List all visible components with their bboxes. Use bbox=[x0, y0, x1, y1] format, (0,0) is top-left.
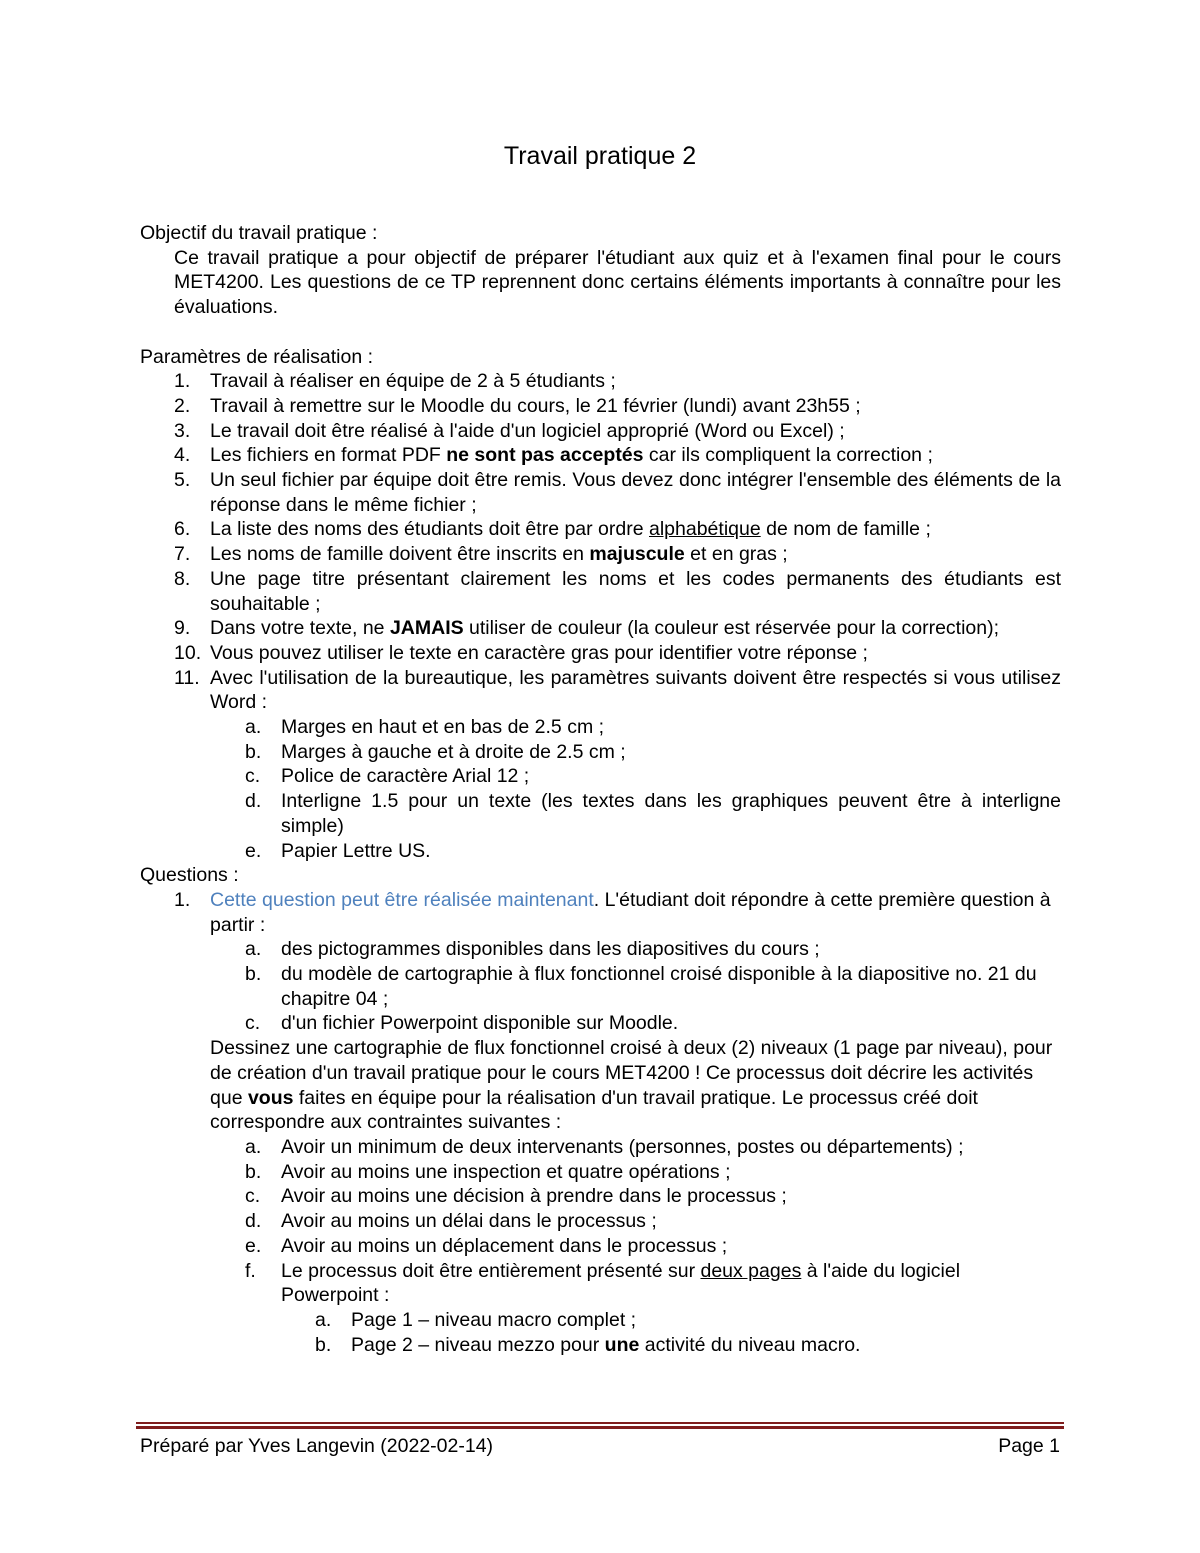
objective-heading: Objectif du travail pratique : bbox=[140, 222, 378, 244]
list-item: f. Le processus doit être entièrement présenté sur deux pages à l'aide du logiciel Powerpoint : a. Page 1 – niveau macro complet ; b. Page 2 – niveau mezzo pour une activité du niveau macro. bbox=[140, 1259, 1061, 1358]
word-settings-list bbox=[140, 715, 1061, 863]
questions-heading: Questions : bbox=[140, 864, 239, 887]
document-title: Travail pratique 2 bbox=[503, 142, 697, 170]
list-item: 7. Les noms de famille doivent être inscrits en majuscule et en gras ; bbox=[174, 543, 788, 566]
list-item: c. Avoir au moins une décision à prendre dans le processus ; bbox=[245, 1185, 787, 1208]
questions-list bbox=[140, 888, 1061, 1357]
objective-text: Ce travail pratique a pour objectif de préparer l'étudiant aux quiz et à l'examen final pour le cours MET4200. Les questions de ce TP reprennent donc certains éléments importants à connaître pour les évaluations. bbox=[174, 246, 1061, 319]
highlighted-note: Cette question peut être réalisée maintenant bbox=[210, 888, 594, 911]
list-item: b. Marges à gauche et à droite de 2.5 cm ; bbox=[245, 740, 626, 763]
list-item: 8. Une page titre présentant clairement les noms et les codes permanents des étudiants est souhaitable ; bbox=[174, 567, 1061, 615]
list-item: e. Papier Lettre US. bbox=[245, 839, 431, 862]
footer-page-number: Page 1 bbox=[998, 1435, 1060, 1457]
params-heading: Paramètres de réalisation : bbox=[140, 345, 374, 368]
list-item: 11. Avec l'utilisation de la bureautique, les paramètres suivants doivent être respectés si vous utilisez Word : a. Marges en haut et en bas de 2.5 cm ; b. Marges à gauche et à droite de 2.5 cm ; c. Police de caractère Arial 12 ; d. Interligne 1.5 pour un texte (les textes dans les graphiques peuvent être à interligne simple) e. Papier Lettre US. bbox=[140, 666, 1061, 864]
list-item: d. Avoir au moins un délai dans le processus ; bbox=[245, 1210, 657, 1233]
list-item: c. d'un fichier Powerpoint disponible sur Moodle. bbox=[245, 1012, 679, 1035]
list-item: a. Marges en haut et en bas de 2.5 cm ; bbox=[245, 716, 605, 739]
document-body bbox=[140, 221, 1061, 1357]
list-item: 1. Travail à réaliser en équipe de 2 à 5 étudiants ; bbox=[174, 370, 616, 393]
list-item: a. Page 1 – niveau macro complet ; bbox=[315, 1308, 637, 1331]
list-item: a. Avoir un minimum de deux intervenants (personnes, postes ou départements) ; bbox=[245, 1136, 964, 1158]
sources-list bbox=[140, 937, 1061, 1036]
footer-author: Préparé par Yves Langevin (2022-02-14) bbox=[140, 1435, 494, 1457]
list-item: b. Page 2 – niveau mezzo pour une activité du niveau macro. bbox=[315, 1333, 861, 1356]
list-item: 3. Le travail doit être réalisé à l'aide d'un logiciel approprié (Word ou Excel) ; bbox=[174, 419, 845, 442]
list-item: b. du modèle de cartographie à flux fonctionnel croisé disponible à la diapositive no. 21 du chapitre 04 ; bbox=[245, 963, 1037, 1010]
params-list bbox=[140, 369, 1061, 863]
pages-list bbox=[140, 1308, 1061, 1357]
list-item: 5. Un seul fichier par équipe doit être remis. Vous devez donc intégrer l'ensemble des éléments de la réponse dans le même fichier ; bbox=[174, 469, 1061, 516]
list-item: 4. Les fichiers en format PDF ne sont pas acceptés car ils compliquent la correction ; bbox=[174, 444, 933, 467]
list-item: 10. Vous pouvez utiliser le texte en caractère gras pour identifier votre réponse ; bbox=[174, 641, 868, 664]
list-item: e. Avoir au moins un déplacement dans le processus ; bbox=[245, 1234, 728, 1257]
list-item: d. Interligne 1.5 pour un texte (les textes dans les graphiques peuvent être à interligne simple) bbox=[245, 790, 1061, 837]
list-item: b. Avoir au moins une inspection et quatre opérations ; bbox=[245, 1160, 731, 1183]
list-item: 6. La liste des noms des étudiants doit être par ordre alphabétique de nom de famille ; bbox=[174, 518, 931, 541]
list-item: c. Police de caractère Arial 12 ; bbox=[245, 765, 530, 788]
list-item: 9. Dans votre texte, ne JAMAIS utiliser de couleur (la couleur est réservée pour la correction); bbox=[174, 617, 1000, 640]
list-item: 2. Travail à remettre sur le Moodle du cours, le 21 février (lundi) avant 23h55 ; bbox=[174, 394, 861, 417]
question-1: 1. Cette question peut être réalisée maintenant. L'étudiant doit répondre à cette première question à partir : a. des pictogrammes disponibles dans les diapositives du cours ; b. du modèle de cartographie à flux fonctionnel croisé disponible à la diapositive no. 21 du chapitre 04 ; c. d'un fichier Powerpoint disponible sur Moodle. Dessinez une cartographie de flux fonctionnel croisé à deux (2) niveaux (1 page par niveau), pour de création d'un travail pratique pour le cours MET4200 ! Ce processus doit décrire les activités que vous faites en équipe pour la réalisation d'un travail pratique. Le processus créé doit correspondre aux contraintes suivantes : a. Avoir un minimum de deux intervenants (personnes, postes ou départements) ; b. Avoir au moins une inspection et quatre opérations ; c. Avoir au moins une décision à prendre dans le processus ; d. Avoir au moins un délai dans le processus ; e. Avoir au moins un déplacement dans le processus ; f. Le processus doit être entièrement présenté sur deux pages à l'aide du logiciel Powerpoint : a. Page 1 – niveau macro complet ; b. Page 2 – niveau mezzo pour une activité du niveau macro. bbox=[140, 888, 1061, 1357]
footer-divider bbox=[136, 1422, 1064, 1429]
list-item: a. des pictogrammes disponibles dans les diapositives du cours ; bbox=[245, 938, 820, 961]
constraints-list bbox=[140, 1135, 1061, 1357]
question-paragraph: Dessinez une cartographie de flux fonctionnel croisé à deux (2) niveaux (1 page par niveau), pour de création d'un travail pratique pour le cours MET4200 ! Ce processus doit décrire les activités que vous faites en équipe pour la réalisation d'un travail pratique. Le processus créé doit correspondre aux contraintes suivantes : bbox=[210, 1037, 1053, 1134]
